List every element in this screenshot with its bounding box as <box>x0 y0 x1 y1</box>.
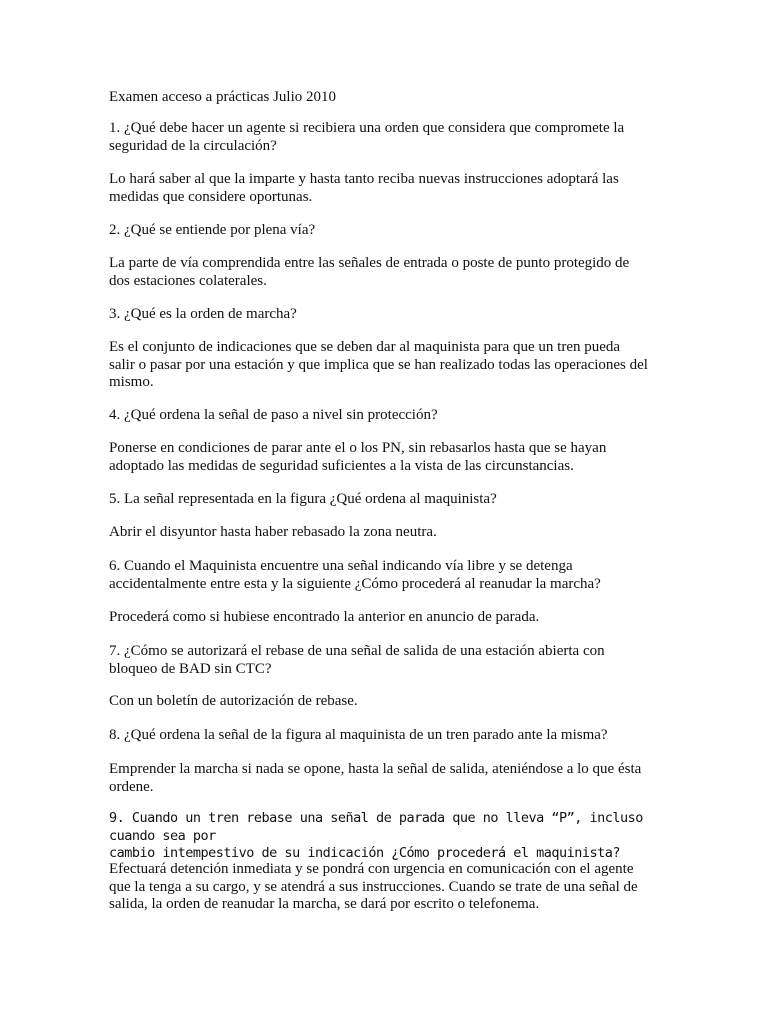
answer-3: Es el conjunto de indicaciones que se deben dar al maquinista para que un tren pueda salir o pasar por una estación y que implica que se han realizado todas las operaciones del mismo. <box>109 339 648 390</box>
answer-5: Abrir el disyuntor hasta haber rebasado la zona neutra. <box>109 524 437 540</box>
question-8: 8. ¿Qué ordena la señal de la figura al maquinista de un tren parado ante la misma? <box>109 727 608 743</box>
question-5: 5. La señal representada en la figura ¿Qué ordena al maquinista? <box>109 491 497 507</box>
question-4: 4. ¿Qué ordena la señal de paso a nivel sin protección? <box>109 407 438 423</box>
answer-6: Procederá como si hubiese encontrado la anterior en anuncio de parada. <box>109 609 540 625</box>
answer-7: Con un boletín de autorización de rebase. <box>109 693 358 709</box>
question-2: 2. ¿Qué se entiende por plena vía? <box>109 222 316 238</box>
question-6: 6. Cuando el Maquinista encuentre una señal indicando vía libre y se detenga accidentalmente entre esta y la siguiente ¿Cómo procederá al reanudar la marcha? <box>109 558 601 592</box>
answer-4: Ponerse en condiciones de parar ante el o los PN, sin rebasarlos hasta que se hayan adoptado las medidas de seguridad suficientes a la vista de las circunstancias. <box>109 440 607 474</box>
document-title: Examen acceso a prácticas Julio 2010 <box>109 89 336 105</box>
answer-1: Lo hará saber al que la imparte y hasta tanto reciba nuevas instrucciones adoptará las medidas que considere oportunas. <box>109 171 619 205</box>
question-1: 1. ¿Qué debe hacer un agente si recibiera una orden que considera que compromete la seguridad de la circulación? <box>109 120 625 154</box>
question-9-line-1: 9. Cuando un tren rebase una señal de parada que no lleva “P”, incluso cuando sea por <box>109 810 643 844</box>
answer-9: Efectuará detención inmediata y se pondrá con urgencia en comunicación con el agente que la tenga a su cargo, y se atendrá a sus instrucciones. Cuando se trate de una señal de salida, la orden de reanudar la marcha, se dará por escrito o telefonema. <box>109 861 638 912</box>
question-7: 7. ¿Cómo se autorizará el rebase de una señal de salida de una estación abierta con bloqueo de BAD sin CTC? <box>109 643 605 677</box>
answer-2: La parte de vía comprendida entre las señales de entrada o poste de punto protegido de dos estaciones colaterales. <box>109 255 630 289</box>
answer-8: Emprender la marcha si nada se opone, hasta la señal de salida, ateniéndose a lo que ésta ordene. <box>109 761 642 795</box>
question-3: 3. ¿Qué es la orden de marcha? <box>109 306 297 322</box>
question-9 <box>109 810 649 863</box>
question-9-line-2: cambio intempestivo de su indicación ¿Cómo procederá el maquinista? <box>109 845 621 861</box>
